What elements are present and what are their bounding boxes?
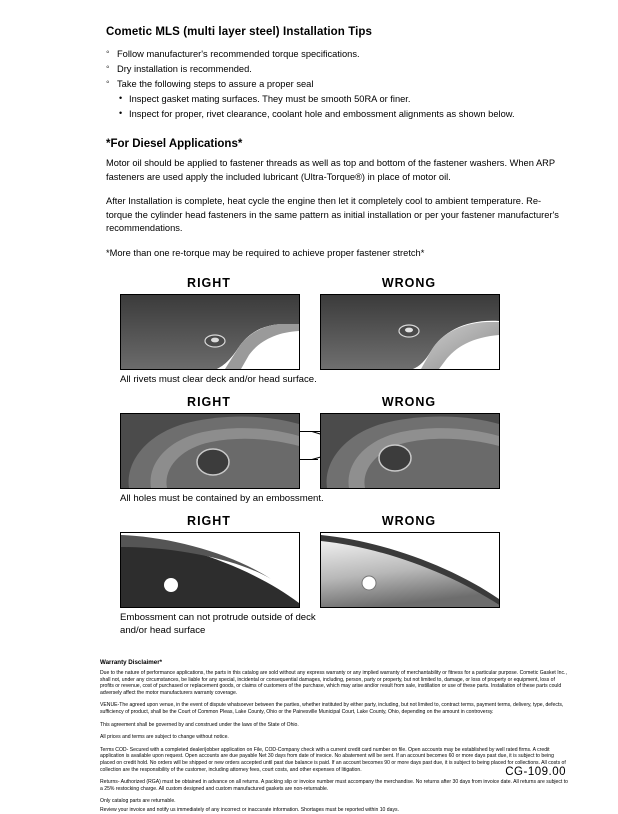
figure-wrong-rivet [320, 276, 498, 370]
warranty-heading: Warranty Disclaimer* [100, 659, 163, 666]
warranty-paragraph: Due to the nature of performance applications, the parts in this catalog are sold without any express warranty or any implied warranty of merchantability or fitness for a particular purpose. Cometic Gasket Inc., shall not, under any circumstances, be liable for any special, incidental or consequential damages, including, person, party or property, but not limited to, damage, or loss of property or equipment, loss of profits or revenue, cost of purchased or replacement goods, or claims of customers of the purchase, which may arise and/or result from sale, instillation or use of these parts. Installation of these parts could adversely affect the motor manufacturers warranty coverage. [100, 670, 567, 696]
figure-label-right-3: RIGHT [187, 514, 231, 528]
list-item-text: Dry installation is recommended. [117, 64, 252, 74]
caption-wrap-2 [36, 489, 582, 504]
figure-row-rivets [36, 276, 582, 370]
figure-label-wrong-2: WRONG [381, 395, 437, 409]
warranty-paragraph: All prices and terms are subject to change without notice. [100, 734, 229, 741]
document-number: CG-109.00 [505, 766, 566, 778]
list-item-text: Follow manufacturer's recommended torque specifications. [117, 49, 360, 59]
warranty-paragraph: Review your invoice and notify us immediately of any incorrect or inaccurate information. Shortages must be reported within 10 days. [100, 806, 399, 813]
figure-row-protrusion [36, 514, 582, 608]
caption-wrap-3 [36, 608, 582, 637]
warranty-paragraph: VENUE-The agreed upon venue, in the event of dispute whatsoever between the parties, whether instituted by either party, including, but not limited to, contract terms, payment terms, delivery, type, defects, sufficiency of product, shall be the Court of Common Pleas, Lake County, Ohio or the Painesville Municipal Court, Lake County, Ohio, depending on the amount in controversy. [100, 702, 564, 715]
warranty-paragraph: This agreement shall be governed by and construed under the laws of the State of Ohio. [100, 721, 299, 728]
figure-image-right-protrusion [120, 532, 300, 608]
caption-wrap-1 [36, 370, 582, 385]
figure-right-protrusion [120, 514, 298, 608]
warranty-section [100, 659, 570, 814]
figure-right-embossment [120, 395, 298, 489]
figure-caption-3-line-2: and/or head surface [120, 624, 206, 636]
diesel-paragraph-2: After Installation is complete, heat cycle the engine then let it completely cool to ambient temperature. Re-torque the cylinder head fasteners in the same pattern as initial installation or per your fastener manufacturer's recommendations. [106, 196, 559, 233]
list-item [106, 47, 582, 61]
figure-caption-3 [120, 612, 498, 637]
figure-row-embossment-wrap [36, 395, 582, 504]
figure-label-wrong: WRONG [381, 276, 437, 290]
figure-image-wrong-embossment [320, 413, 500, 489]
tips-list [106, 47, 582, 121]
figure-caption-2: All holes must be contained by an embossment. [120, 493, 324, 504]
figure-row-embossment [36, 395, 582, 489]
warranty-paragraph: Only catalog parts are returnable. [100, 798, 176, 805]
diesel-paragraph-1: Motor oil should be applied to fastener threads as well as top and bottom of the fastener washers. When ARP fasteners are used apply the included lubricant (Ultra-Torque®) in place of motor oil. [106, 158, 555, 182]
figure-group [36, 276, 582, 637]
figure-image-wrong-rivet [320, 294, 500, 370]
figure-caption-3-line-1: Embossment can not protrude outside of deck [120, 612, 316, 623]
figure-image-wrong-protrusion [320, 532, 500, 608]
list-item [106, 77, 582, 121]
list-item-text: Take the following steps to assure a proper seal [117, 79, 314, 89]
figure-caption-1: All rivets must clear deck and/or head surface. [120, 374, 317, 385]
warranty-paragraph: Terms COD- Secured with a completed dealer/jobber application on File, COD-Company check with a current credit card number on file. Open accounts may be established by well rated firms. A credit application is available upon request. Open accounts are due payable Net 30 days from date of invoice. No abatement will be sent. If an account becomes 60 or more days past due, it is subject to being placed on credit hold. No orders will be shipped or new orders accepted until past due balance is paid. If an account becomes 90 or more days past due, it is subject to being placed for collections. All costs of collection are the responsibility of the customer, including attorney fees, court costs, and other expenses of litigation. [100, 746, 566, 773]
figure-wrong-protrusion [320, 514, 498, 608]
diesel-paragraph-3: *More than one re-torque may be required to achieve proper fastener stretch* [106, 247, 425, 258]
figure-right-rivet [120, 276, 298, 370]
sub-list-item: • Inspect for proper, rivet clearance, coolant hole and embossment alignments as shown below. [117, 107, 582, 121]
page-title: Cometic MLS (multi layer steel) Installation Tips [106, 26, 373, 38]
figure-label-right-2: RIGHT [187, 395, 231, 409]
figure-wrong-embossment [320, 395, 498, 489]
figure-image-right-embossment [120, 413, 300, 489]
figure-label-wrong-3: WRONG [381, 514, 437, 528]
diesel-heading: *For Diesel Applications* [106, 138, 243, 150]
list-item [106, 62, 582, 76]
figure-label-right: RIGHT [187, 276, 231, 290]
sub-list-item: • Inspect gasket mating surfaces. They must be smooth 50RA or finer. [117, 92, 582, 106]
warranty-paragraph: Returns- Authorized (RGA) must be obtained in advance on all returns. A packing slip or invoice number must accompany the merchandise. No returns after 30 days from invoice date. All returns are subject to a 25% restocking charge. All custom designed and custom manufactured gaskets are non-returnable. [100, 779, 569, 792]
figure-image-right-rivet [120, 294, 300, 370]
sub-list [117, 92, 582, 121]
